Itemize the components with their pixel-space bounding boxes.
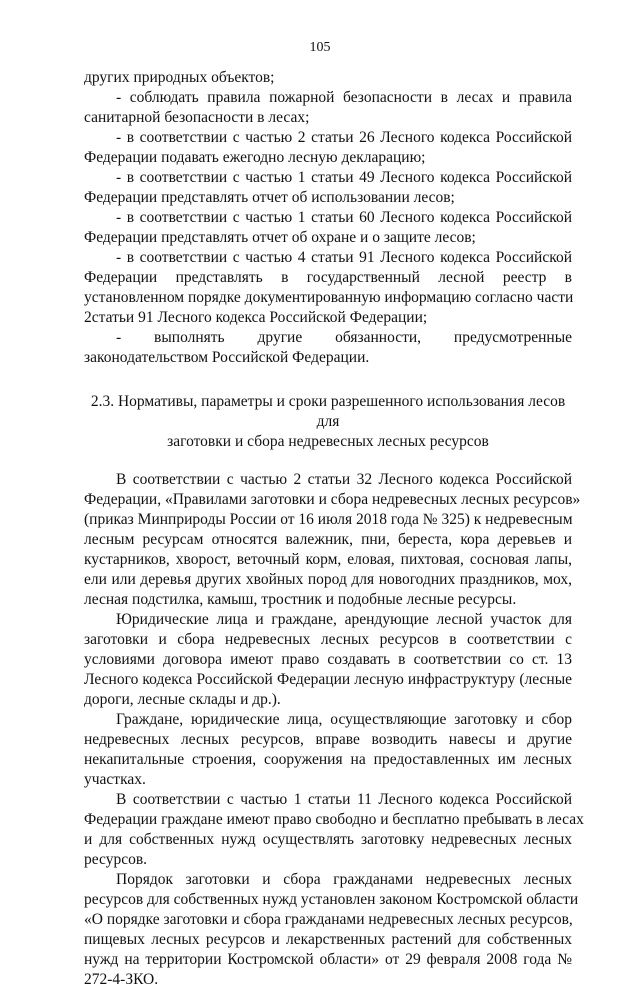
text-line: и для собственных нужд осуществлять заготовку недревесных лесных xyxy=(84,831,572,848)
list-item xyxy=(84,248,572,328)
text-line: Федерации представлять отчет об использовании лесов; xyxy=(84,189,455,206)
text-line: законодательством Российской Федерации. xyxy=(84,349,370,366)
text-line: 272-4-ЗКО. xyxy=(84,971,159,988)
paragraph xyxy=(84,870,579,990)
paragraph xyxy=(84,470,581,610)
heading-line: 2.3. Нормативы, параметры и сроки разрешенного использования лесов для xyxy=(90,393,566,430)
text-line: 2статьи 91 Лесного кодекса Российской Федерации; xyxy=(84,309,428,326)
list-continuation xyxy=(84,68,572,88)
text-line: условиями договора имеют право создавать в соответствии со ст. 13 xyxy=(84,651,572,668)
paragraph xyxy=(84,610,572,710)
text-line: пищевых лесных ресурсов и лекарственных растений для собственных xyxy=(84,931,572,948)
section-heading xyxy=(84,392,572,452)
text-line: дороги, лесные склады и др.). xyxy=(84,691,281,708)
text-line: В соответствии с частью 1 статьи 11 Лесного кодекса Российской xyxy=(116,791,572,808)
text-line: установленном порядке документированную информацию согласно части xyxy=(84,289,574,306)
text-line: участках. xyxy=(84,771,146,788)
text-line: - выполнять другие обязанности, предусмотренные xyxy=(116,329,572,346)
text-line: ресурсов. xyxy=(84,851,148,868)
text-line: - в соответствии с частью 1 статьи 60 Лесного кодекса Российской xyxy=(116,209,572,226)
text-line: Федерации представлять отчет об охране и о защите лесов; xyxy=(84,229,476,246)
text-line: Граждане, юридические лица, осуществляющие заготовку и сбор xyxy=(116,711,572,728)
text-line: Федерации граждане имеют право свободно и бесплатно пребывать в лесах xyxy=(84,811,584,828)
text-line: нужд на территории Костромской области» от 29 февраля 2008 года № xyxy=(84,951,572,968)
text-line: - в соответствии с частью 2 статьи 26 Лесного кодекса Российской xyxy=(116,129,572,146)
page-number: 105 xyxy=(309,40,331,55)
list-item xyxy=(84,88,572,128)
text-line: лесным ресурсам относятся валежник, пни, береста, кора деревьев и xyxy=(84,531,572,548)
list-item xyxy=(84,168,572,208)
text-line: других природных объектов; xyxy=(84,69,275,86)
text-line: - в соответствии с частью 4 статьи 91 Лесного кодекса Российской xyxy=(116,249,572,266)
paragraph xyxy=(84,710,572,790)
text-line: некапитальные строения, сооружения на предоставленных им лесных xyxy=(84,751,572,768)
text-line: Федерации, «Правилами заготовки и сбора недревесных лесных ресурсов» xyxy=(84,491,581,508)
text-line: недревесных лесных ресурсов, вправе возводить навесы и другие xyxy=(84,731,572,748)
text-line: санитарной безопасности в лесах; xyxy=(84,109,310,126)
text-line: Федерации подавать ежегодно лесную декларацию; xyxy=(84,149,426,166)
text-line: В соответствии с частью 2 статьи 32 Лесного кодекса Российской xyxy=(116,471,572,488)
text-line: Лесного кодекса Российской Федерации лесную инфраструктуру (лесные xyxy=(84,671,572,688)
document-body xyxy=(84,68,584,990)
text-line: (приказ Минприроды России от 16 июля 2018 года № 325) к недревесным xyxy=(84,511,573,528)
list-item xyxy=(84,208,572,248)
text-line: - в соответствии с частью 1 статьи 49 Лесного кодекса Российской xyxy=(116,169,572,186)
paragraph xyxy=(84,790,584,870)
text-line: лесная подстилка, камыш, тростник и подобные лесные ресурсы. xyxy=(84,591,517,608)
list-item xyxy=(84,328,572,368)
text-line: «О порядке заготовки и сбора гражданами недревесных лесных ресурсов, xyxy=(84,911,573,928)
text-line: Юридические лица и граждане, арендующие лесной участок для xyxy=(116,611,572,628)
text-line: Федерации представлять в государственный лесной реестр в xyxy=(84,269,572,286)
heading-line: заготовки и сбора недревесных лесных ресурсов xyxy=(167,433,489,450)
text-line: заготовки и сбора недревесных лесных ресурсов в соответствии с xyxy=(84,631,572,648)
text-line: Порядок заготовки и сбора гражданами недревесных лесных xyxy=(116,871,572,888)
text-line: ресурсов для собственных нужд установлен законом Костромской области xyxy=(84,891,579,908)
text-line: кустарников, хворост, веточный корм, еловая, пихтовая, сосновая лапы, xyxy=(84,551,572,568)
text-line: ели или деревья других хвойных пород для новогодних праздников, мох, xyxy=(84,571,572,588)
text-line: - соблюдать правила пожарной безопасности в лесах и правила xyxy=(116,89,572,106)
list-item xyxy=(84,128,572,168)
